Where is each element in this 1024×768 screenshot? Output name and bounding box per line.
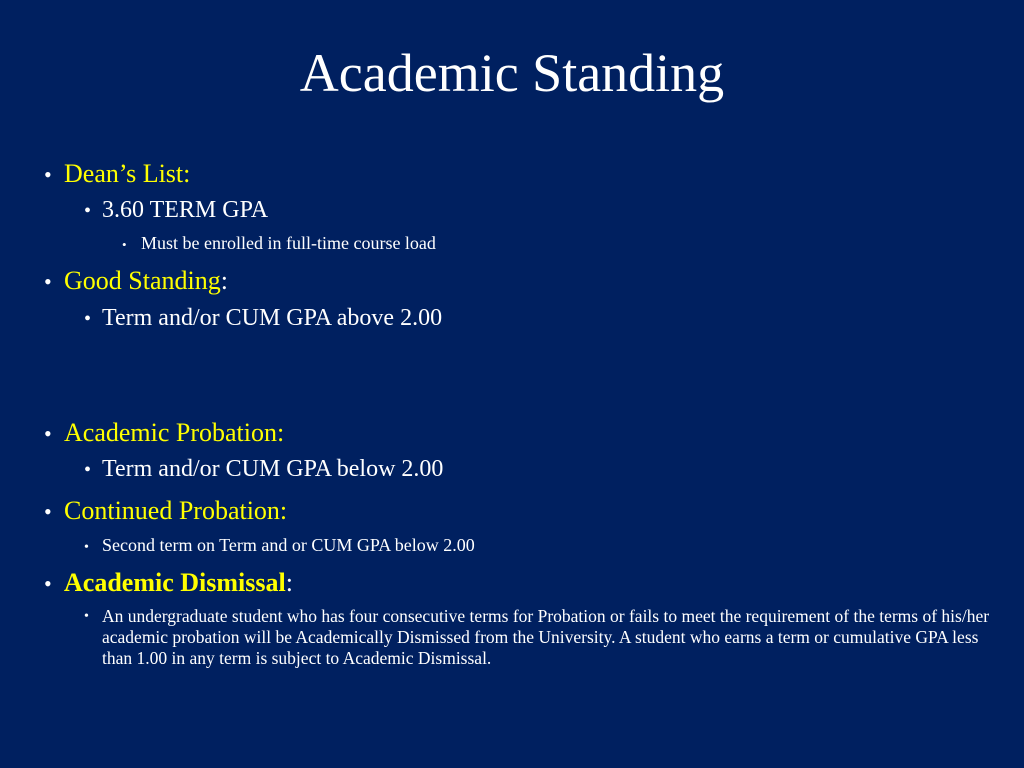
- academic-probation-sub-item: [84, 455, 443, 484]
- academic-dismissal-sub-item: [84, 606, 994, 669]
- continued-probation-heading-item: [44, 496, 287, 527]
- deans-list-heading-item: [44, 159, 190, 190]
- academic-dismissal-heading: Academic Dismissal: [64, 568, 286, 597]
- academic-probation-sub: Term and/or CUM GPA below 2.00: [102, 456, 444, 482]
- deans-list-sub-item: [84, 196, 268, 225]
- bullet-icon: •: [44, 499, 52, 524]
- academic-dismissal-sub: An undergraduate student who has four consecutive terms for Probation or fails to meet the requirement of the terms of his/her academic probation will be Academically Dismissed from the University. A student who earns a term or cumulative GPA less than 1.00 in any term is subject to Academic Dismissal.: [102, 606, 990, 668]
- bullet-icon: •: [44, 421, 52, 446]
- academic-probation-heading-item: [44, 418, 284, 449]
- deans-list-heading: Dean’s List:: [64, 159, 191, 188]
- deans-list-sub: 3.60 TERM GPA: [102, 197, 269, 223]
- bullet-icon: •: [84, 200, 92, 222]
- bullet-icon: •: [122, 237, 127, 252]
- bullet-icon: •: [84, 609, 89, 624]
- academic-dismissal-colon: :: [285, 568, 293, 597]
- continued-probation-sub-item: [84, 534, 475, 559]
- good-standing-heading: Good Standing: [64, 266, 221, 295]
- bullet-icon: •: [84, 308, 92, 330]
- academic-dismissal-heading-item: [44, 568, 293, 599]
- slide-title: Academic Standing: [299, 43, 725, 103]
- academic-probation-heading: Academic Probation:: [64, 418, 285, 447]
- good-standing-sub-item: [84, 304, 442, 333]
- bullet-icon: •: [44, 269, 52, 294]
- deans-list-subsub: Must be enrolled in full-time course load: [141, 233, 436, 253]
- bullet-icon: •: [84, 459, 92, 481]
- continued-probation-heading: Continued Probation:: [64, 496, 288, 525]
- bullet-icon: •: [44, 571, 52, 596]
- good-standing-sub: Term and/or CUM GPA above 2.00: [102, 305, 443, 331]
- good-standing-colon: :: [220, 266, 228, 295]
- continued-probation-sub: Second term on Term and or CUM GPA below 2.00: [102, 535, 475, 555]
- bullet-icon: •: [84, 540, 89, 555]
- bullet-icon: •: [44, 162, 52, 187]
- good-standing-heading-item: [44, 266, 228, 297]
- deans-list-subsub-item: [122, 232, 436, 256]
